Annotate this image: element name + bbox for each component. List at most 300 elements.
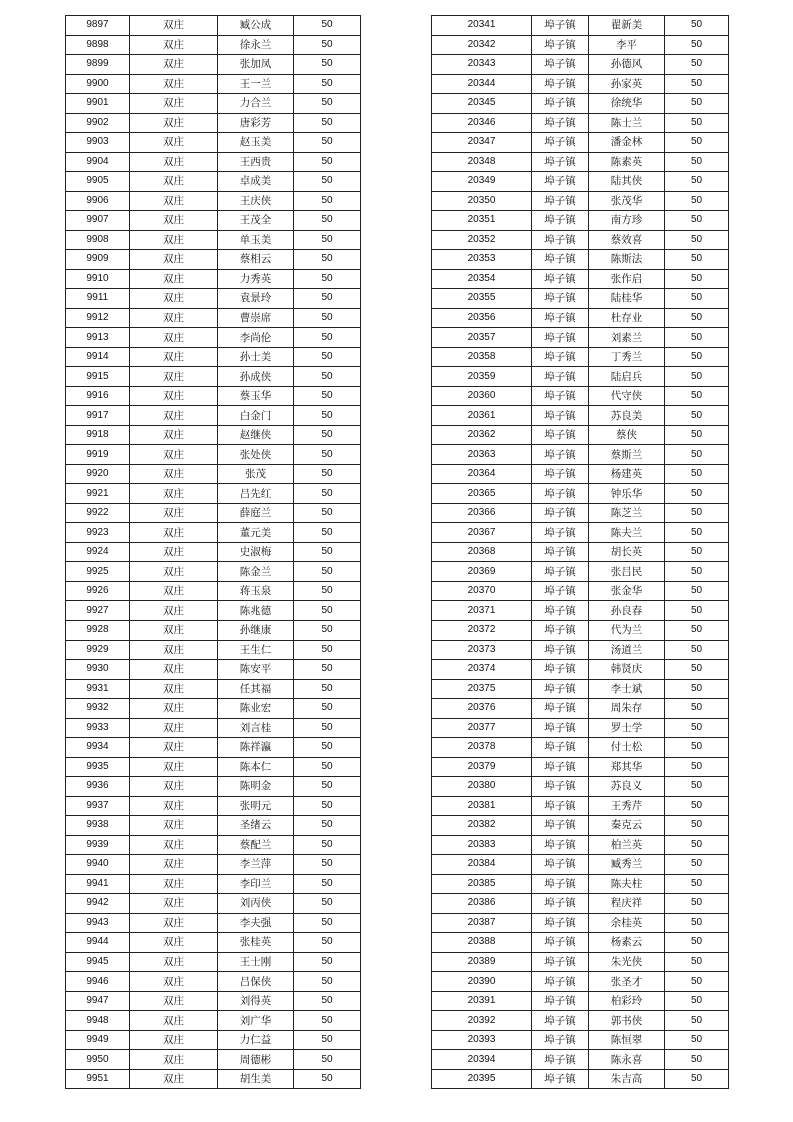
- name-cell: 陈祥瀛: [218, 738, 294, 758]
- name-cell: 陈斯法: [589, 250, 665, 270]
- region-cell: 埠子镇: [532, 874, 589, 894]
- amount-cell: 50: [665, 230, 729, 250]
- amount-cell: 50: [665, 464, 729, 484]
- region-cell: 埠子镇: [532, 777, 589, 797]
- region-cell: 埠子镇: [532, 796, 589, 816]
- amount-cell: 50: [294, 738, 361, 758]
- name-cell: 王西贵: [218, 152, 294, 172]
- name-cell: 朱吉高: [589, 1069, 665, 1089]
- region-cell: 双庄: [130, 738, 218, 758]
- table-row: [432, 855, 729, 875]
- id-cell: 9950: [66, 1050, 130, 1070]
- region-cell: 埠子镇: [532, 445, 589, 465]
- amount-cell: 50: [665, 406, 729, 426]
- region-cell: 埠子镇: [532, 464, 589, 484]
- amount-cell: 50: [665, 35, 729, 55]
- name-cell: 陈恒翠: [589, 1030, 665, 1050]
- table-row: [66, 367, 361, 387]
- id-cell: 20386: [432, 894, 532, 914]
- amount-cell: 50: [294, 152, 361, 172]
- id-cell: 20363: [432, 445, 532, 465]
- id-cell: 9915: [66, 367, 130, 387]
- region-cell: 埠子镇: [532, 16, 589, 36]
- amount-cell: 50: [665, 581, 729, 601]
- table-row: [432, 835, 729, 855]
- id-cell: 20366: [432, 503, 532, 523]
- region-cell: 双庄: [130, 855, 218, 875]
- amount-cell: 50: [294, 913, 361, 933]
- id-cell: 20392: [432, 1011, 532, 1031]
- name-cell: 陈士兰: [589, 113, 665, 133]
- name-cell: 蔡玉华: [218, 386, 294, 406]
- table-row: [66, 1050, 361, 1070]
- amount-cell: 50: [294, 796, 361, 816]
- name-cell: 郑其华: [589, 757, 665, 777]
- id-cell: 20352: [432, 230, 532, 250]
- name-cell: 赵玉美: [218, 133, 294, 153]
- region-cell: 埠子镇: [532, 367, 589, 387]
- table-row: [432, 796, 729, 816]
- region-cell: 双庄: [130, 94, 218, 114]
- amount-cell: 50: [665, 738, 729, 758]
- table-row: [432, 699, 729, 719]
- name-cell: 圣绪云: [218, 816, 294, 836]
- name-cell: 汤道兰: [589, 640, 665, 660]
- region-cell: 双庄: [130, 308, 218, 328]
- region-cell: 埠子镇: [532, 386, 589, 406]
- name-cell: 孙士美: [218, 347, 294, 367]
- name-cell: 苏良义: [589, 777, 665, 797]
- name-cell: 秦克云: [589, 816, 665, 836]
- name-cell: 张吕民: [589, 562, 665, 582]
- id-cell: 20390: [432, 972, 532, 992]
- name-cell: 张茂: [218, 464, 294, 484]
- name-cell: 周朱存: [589, 699, 665, 719]
- id-cell: 20357: [432, 328, 532, 348]
- name-cell: 郭书侠: [589, 1011, 665, 1031]
- table-row: [432, 562, 729, 582]
- id-cell: 9910: [66, 269, 130, 289]
- region-cell: 埠子镇: [532, 991, 589, 1011]
- name-cell: 袁景玲: [218, 289, 294, 309]
- region-cell: 埠子镇: [532, 562, 589, 582]
- table-row: [432, 425, 729, 445]
- amount-cell: 50: [294, 289, 361, 309]
- table-row: [66, 816, 361, 836]
- name-cell: 吕先红: [218, 484, 294, 504]
- id-cell: 20342: [432, 35, 532, 55]
- id-cell: 20389: [432, 952, 532, 972]
- id-cell: 20348: [432, 152, 532, 172]
- region-cell: 双庄: [130, 581, 218, 601]
- id-cell: 20370: [432, 581, 532, 601]
- amount-cell: 50: [294, 1030, 361, 1050]
- region-cell: 埠子镇: [532, 679, 589, 699]
- table-row: [66, 1030, 361, 1050]
- name-cell: 孙德风: [589, 55, 665, 75]
- table-row: [432, 777, 729, 797]
- table-row: [66, 289, 361, 309]
- id-cell: 9933: [66, 718, 130, 738]
- name-cell: 李印兰: [218, 874, 294, 894]
- name-cell: 刘言桂: [218, 718, 294, 738]
- name-cell: 薛庭兰: [218, 503, 294, 523]
- name-cell: 周德彬: [218, 1050, 294, 1070]
- name-cell: 李士斌: [589, 679, 665, 699]
- id-cell: 9909: [66, 250, 130, 270]
- table-row: [432, 581, 729, 601]
- amount-cell: 50: [665, 913, 729, 933]
- region-cell: 双庄: [130, 542, 218, 562]
- table-row: [66, 952, 361, 972]
- name-cell: 蔡侠: [589, 425, 665, 445]
- name-cell: 李平: [589, 35, 665, 55]
- name-cell: 杨素云: [589, 933, 665, 953]
- name-cell: 陈本仁: [218, 757, 294, 777]
- amount-cell: 50: [294, 484, 361, 504]
- table-row: [66, 1069, 361, 1089]
- region-cell: 双庄: [130, 796, 218, 816]
- id-cell: 20369: [432, 562, 532, 582]
- name-cell: 陈安平: [218, 660, 294, 680]
- id-cell: 9901: [66, 94, 130, 114]
- amount-cell: 50: [665, 757, 729, 777]
- amount-cell: 50: [665, 94, 729, 114]
- amount-cell: 50: [665, 133, 729, 153]
- roster-table-right: [431, 15, 729, 1089]
- table-row: [66, 308, 361, 328]
- region-cell: 埠子镇: [532, 172, 589, 192]
- region-cell: 埠子镇: [532, 35, 589, 55]
- id-cell: 9932: [66, 699, 130, 719]
- amount-cell: 50: [294, 660, 361, 680]
- region-cell: 双庄: [130, 523, 218, 543]
- id-cell: 20383: [432, 835, 532, 855]
- amount-cell: 50: [294, 640, 361, 660]
- table-row: [432, 640, 729, 660]
- region-cell: 双庄: [130, 757, 218, 777]
- region-cell: 埠子镇: [532, 660, 589, 680]
- region-cell: 埠子镇: [532, 55, 589, 75]
- table-row: [66, 581, 361, 601]
- id-cell: 20384: [432, 855, 532, 875]
- table-row: [66, 718, 361, 738]
- id-cell: 20380: [432, 777, 532, 797]
- id-cell: 20343: [432, 55, 532, 75]
- name-cell: 刘得英: [218, 991, 294, 1011]
- id-cell: 20368: [432, 542, 532, 562]
- region-cell: 埠子镇: [532, 620, 589, 640]
- table-row: [66, 113, 361, 133]
- table-row: [66, 172, 361, 192]
- region-cell: 双庄: [130, 35, 218, 55]
- name-cell: 臧秀兰: [589, 855, 665, 875]
- amount-cell: 50: [294, 191, 361, 211]
- id-cell: 9919: [66, 445, 130, 465]
- table-row: [432, 347, 729, 367]
- id-cell: 20349: [432, 172, 532, 192]
- amount-cell: 50: [665, 16, 729, 36]
- name-cell: 白金门: [218, 406, 294, 426]
- id-cell: 20359: [432, 367, 532, 387]
- table-row: [66, 211, 361, 231]
- name-cell: 臧公成: [218, 16, 294, 36]
- id-cell: 9945: [66, 952, 130, 972]
- table-row: [66, 35, 361, 55]
- name-cell: 曹崇席: [218, 308, 294, 328]
- region-cell: 埠子镇: [532, 74, 589, 94]
- table-row: [432, 484, 729, 504]
- id-cell: 20351: [432, 211, 532, 231]
- table-row: [66, 94, 361, 114]
- amount-cell: 50: [665, 367, 729, 387]
- id-cell: 20341: [432, 16, 532, 36]
- amount-cell: 50: [665, 1069, 729, 1089]
- id-cell: 9937: [66, 796, 130, 816]
- name-cell: 陈永喜: [589, 1050, 665, 1070]
- name-cell: 孙良春: [589, 601, 665, 621]
- region-cell: 埠子镇: [532, 191, 589, 211]
- region-cell: 双庄: [130, 952, 218, 972]
- id-cell: 20374: [432, 660, 532, 680]
- amount-cell: 50: [665, 1050, 729, 1070]
- region-cell: 埠子镇: [532, 113, 589, 133]
- region-cell: 双庄: [130, 55, 218, 75]
- id-cell: 9912: [66, 308, 130, 328]
- table-row: [432, 894, 729, 914]
- region-cell: 双庄: [130, 406, 218, 426]
- region-cell: 双庄: [130, 835, 218, 855]
- name-cell: 力秀英: [218, 269, 294, 289]
- amount-cell: 50: [665, 445, 729, 465]
- region-cell: 埠子镇: [532, 718, 589, 738]
- table-row: [432, 738, 729, 758]
- region-cell: 埠子镇: [532, 269, 589, 289]
- amount-cell: 50: [294, 94, 361, 114]
- name-cell: 陈明金: [218, 777, 294, 797]
- amount-cell: 50: [294, 991, 361, 1011]
- table-row: [66, 347, 361, 367]
- table-row: [66, 777, 361, 797]
- region-cell: 埠子镇: [532, 640, 589, 660]
- region-cell: 双庄: [130, 367, 218, 387]
- name-cell: 陈素英: [589, 152, 665, 172]
- region-cell: 埠子镇: [532, 894, 589, 914]
- amount-cell: 50: [294, 757, 361, 777]
- name-cell: 罗士学: [589, 718, 665, 738]
- table-row: [66, 855, 361, 875]
- region-cell: 埠子镇: [532, 542, 589, 562]
- amount-cell: 50: [665, 796, 729, 816]
- table-row: [432, 1011, 729, 1031]
- region-cell: 双庄: [130, 289, 218, 309]
- table-row: [66, 835, 361, 855]
- id-cell: 20385: [432, 874, 532, 894]
- name-cell: 赵继侠: [218, 425, 294, 445]
- id-cell: 9927: [66, 601, 130, 621]
- region-cell: 埠子镇: [532, 952, 589, 972]
- id-cell: 20347: [432, 133, 532, 153]
- region-cell: 双庄: [130, 679, 218, 699]
- id-cell: 20372: [432, 620, 532, 640]
- id-cell: 9935: [66, 757, 130, 777]
- amount-cell: 50: [294, 855, 361, 875]
- amount-cell: 50: [665, 425, 729, 445]
- name-cell: 陈业宏: [218, 699, 294, 719]
- id-cell: 20378: [432, 738, 532, 758]
- region-cell: 双庄: [130, 172, 218, 192]
- amount-cell: 50: [294, 620, 361, 640]
- name-cell: 蒋玉泉: [218, 581, 294, 601]
- region-cell: 埠子镇: [532, 699, 589, 719]
- name-cell: 王庆侠: [218, 191, 294, 211]
- table-row: [66, 601, 361, 621]
- name-cell: 张加凤: [218, 55, 294, 75]
- amount-cell: 50: [294, 1011, 361, 1031]
- id-cell: 9923: [66, 523, 130, 543]
- name-cell: 张作启: [589, 269, 665, 289]
- region-cell: 埠子镇: [532, 211, 589, 231]
- amount-cell: 50: [665, 250, 729, 270]
- table-row: [432, 133, 729, 153]
- id-cell: 9947: [66, 991, 130, 1011]
- id-cell: 9907: [66, 211, 130, 231]
- table-row: [432, 289, 729, 309]
- region-cell: 双庄: [130, 991, 218, 1011]
- amount-cell: 50: [294, 74, 361, 94]
- table-row: [432, 308, 729, 328]
- name-cell: 陆启兵: [589, 367, 665, 387]
- id-cell: 20364: [432, 464, 532, 484]
- amount-cell: 50: [665, 718, 729, 738]
- id-cell: 9928: [66, 620, 130, 640]
- id-cell: 9918: [66, 425, 130, 445]
- name-cell: 柏彩玲: [589, 991, 665, 1011]
- id-cell: 9897: [66, 16, 130, 36]
- id-cell: 20377: [432, 718, 532, 738]
- region-cell: 双庄: [130, 1030, 218, 1050]
- region-cell: 双庄: [130, 1069, 218, 1089]
- region-cell: 双庄: [130, 16, 218, 36]
- name-cell: 蔡斯兰: [589, 445, 665, 465]
- name-cell: 张金华: [589, 581, 665, 601]
- table-row: [66, 74, 361, 94]
- amount-cell: 50: [665, 601, 729, 621]
- amount-cell: 50: [665, 952, 729, 972]
- region-cell: 双庄: [130, 699, 218, 719]
- name-cell: 张处侠: [218, 445, 294, 465]
- amount-cell: 50: [294, 562, 361, 582]
- name-cell: 王士刚: [218, 952, 294, 972]
- id-cell: 9911: [66, 289, 130, 309]
- amount-cell: 50: [294, 347, 361, 367]
- id-cell: 9931: [66, 679, 130, 699]
- amount-cell: 50: [665, 211, 729, 231]
- amount-cell: 50: [294, 328, 361, 348]
- name-cell: 李夫强: [218, 913, 294, 933]
- name-cell: 唐彩芳: [218, 113, 294, 133]
- region-cell: 双庄: [130, 133, 218, 153]
- amount-cell: 50: [665, 991, 729, 1011]
- table-row: [432, 230, 729, 250]
- region-cell: 埠子镇: [532, 855, 589, 875]
- id-cell: 9916: [66, 386, 130, 406]
- amount-cell: 50: [294, 679, 361, 699]
- amount-cell: 50: [665, 855, 729, 875]
- name-cell: 代守侠: [589, 386, 665, 406]
- id-cell: 20375: [432, 679, 532, 699]
- table-row: [66, 796, 361, 816]
- region-cell: 埠子镇: [532, 230, 589, 250]
- name-cell: 孙继康: [218, 620, 294, 640]
- amount-cell: 50: [665, 347, 729, 367]
- region-cell: 埠子镇: [532, 972, 589, 992]
- id-cell: 9924: [66, 542, 130, 562]
- table-row: [432, 1030, 729, 1050]
- region-cell: 埠子镇: [532, 835, 589, 855]
- name-cell: 蔡配兰: [218, 835, 294, 855]
- region-cell: 埠子镇: [532, 328, 589, 348]
- table-row: [66, 328, 361, 348]
- table-row: [432, 74, 729, 94]
- name-cell: 吕保侠: [218, 972, 294, 992]
- amount-cell: 50: [665, 933, 729, 953]
- amount-cell: 50: [294, 133, 361, 153]
- id-cell: 9905: [66, 172, 130, 192]
- id-cell: 9948: [66, 1011, 130, 1031]
- table-row: [66, 503, 361, 523]
- amount-cell: 50: [665, 1011, 729, 1031]
- name-cell: 丁秀兰: [589, 347, 665, 367]
- name-cell: 李尚伦: [218, 328, 294, 348]
- table-row: [432, 718, 729, 738]
- amount-cell: 50: [294, 230, 361, 250]
- table-row: [66, 152, 361, 172]
- name-cell: 胡长英: [589, 542, 665, 562]
- region-cell: 埠子镇: [532, 933, 589, 953]
- amount-cell: 50: [294, 406, 361, 426]
- name-cell: 韩贤庆: [589, 660, 665, 680]
- table-row: [66, 523, 361, 543]
- amount-cell: 50: [294, 952, 361, 972]
- name-cell: 陈夫柱: [589, 874, 665, 894]
- id-cell: 20387: [432, 913, 532, 933]
- amount-cell: 50: [665, 542, 729, 562]
- amount-cell: 50: [665, 55, 729, 75]
- amount-cell: 50: [294, 35, 361, 55]
- table-row: [66, 133, 361, 153]
- table-row: [432, 250, 729, 270]
- amount-cell: 50: [294, 503, 361, 523]
- id-cell: 9929: [66, 640, 130, 660]
- amount-cell: 50: [294, 211, 361, 231]
- amount-cell: 50: [665, 894, 729, 914]
- table-row: [66, 972, 361, 992]
- amount-cell: 50: [665, 679, 729, 699]
- table-row: [432, 445, 729, 465]
- name-cell: 王一兰: [218, 74, 294, 94]
- table-row: [432, 191, 729, 211]
- region-cell: 双庄: [130, 386, 218, 406]
- table-row: [66, 933, 361, 953]
- region-cell: 双庄: [130, 347, 218, 367]
- amount-cell: 50: [665, 972, 729, 992]
- region-cell: 埠子镇: [532, 152, 589, 172]
- id-cell: 20391: [432, 991, 532, 1011]
- table-row: [66, 464, 361, 484]
- table-row: [432, 816, 729, 836]
- table-row: [432, 1050, 729, 1070]
